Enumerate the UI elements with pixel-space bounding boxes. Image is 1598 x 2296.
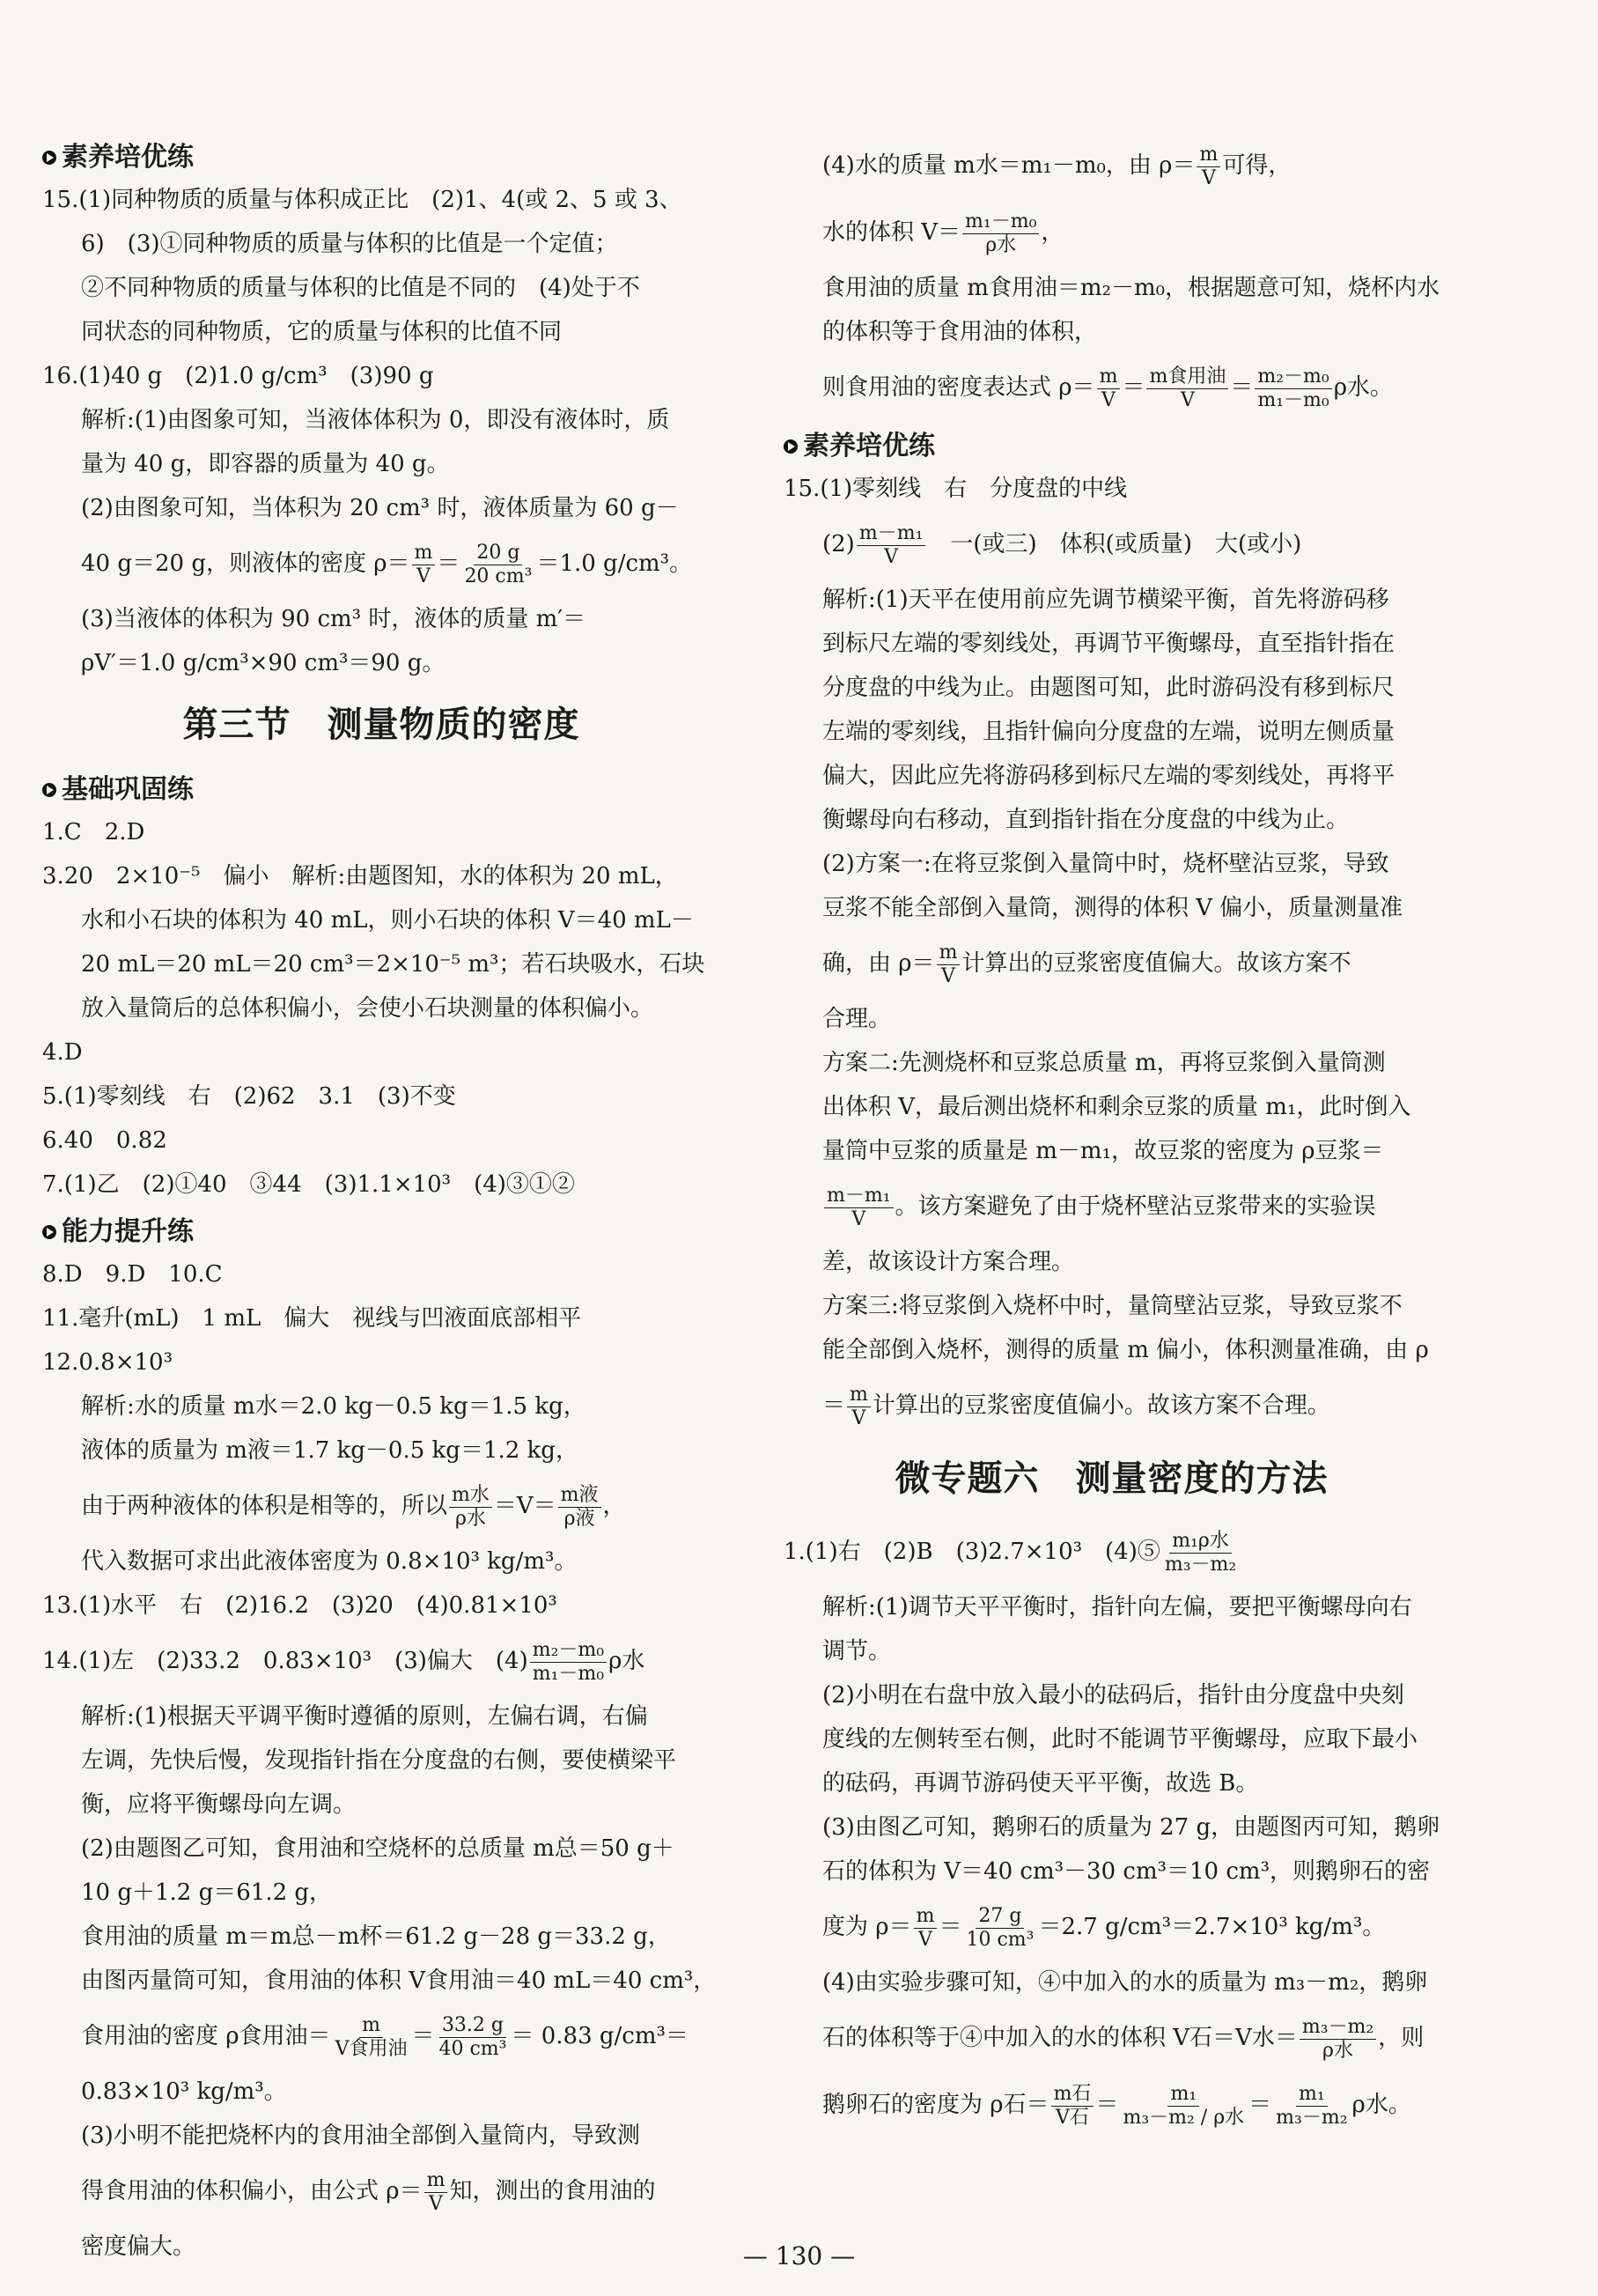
- explanation-line: 差，故该设计方案合理。: [822, 1249, 1075, 1275]
- formula-line: 得食用油的体积偏小，由公式 ρ＝ $\frac{m}{V}$ 知，测出的食用油的: [81, 2168, 656, 2215]
- explanation-line: 解析:(1)调节天平平衡时，指针向左偏，要把平衡螺母向右: [822, 1594, 1412, 1620]
- fraction: $\frac{\text{m₂－m₀}}{\text{m₁－m₀}}$: [530, 1639, 607, 1686]
- explanation-line: 方案三:将豆浆倒入烧杯中时，量筒壁沾豆浆，导致豆浆不: [822, 1293, 1403, 1319]
- explanation-line: 解析:水的质量 m水＝2.0 kg－0.5 kg＝1.5 kg，: [81, 1393, 586, 1420]
- fraction: $\frac{m}{V}$: [412, 542, 436, 588]
- answer-line: 1.C 2.D: [42, 819, 145, 845]
- answer-line: 20 mL＝20 mL＝20 cm³＝2×10⁻⁵ m³；若石块吸水，石块: [81, 951, 705, 978]
- explanation-line: (2)方案一:在将豆浆倒入量筒中时，烧杯壁沾豆浆，导致: [822, 851, 1389, 877]
- explanation-line: 衡螺母向右移动，直到指针指在分度盘的中线为止。: [822, 807, 1350, 833]
- section-heading: 基础巩固练: [42, 770, 720, 810]
- explanation-line: 解析:(1)由图象可知，当液体体积为 0，即没有液体时，质: [81, 407, 670, 433]
- section-heading: 素养培优练: [42, 137, 720, 178]
- explanation-line: 由图丙量筒可知，食用油的体积 V食用油＝40 mL＝40 cm³，: [81, 1967, 717, 1994]
- answer-line: 水和小石块的体积为 40 mL，则小石块的体积 V＝40 mL－: [81, 907, 694, 934]
- chapter-title: 微专题六 测量密度的方法: [895, 1458, 1329, 1499]
- fraction: $\frac{m}{V}$: [937, 941, 961, 988]
- formula-line: 则食用油的密度表达式 ρ＝ $\frac{m}{V}$ ＝ $\frac{\text{m食用油}}{V}$ ＝ $\frac{\text{m₂－m₀}}{\text{m₁－m₀}}$ ρ水。: [822, 365, 1394, 411]
- explanation-line: ρV′＝1.0 g/cm³×90 cm³＝90 g。: [81, 650, 446, 676]
- formula-line: 石的体积等于④中加入的水的体积 V石＝V水＝ $\frac{\text{m₃－m₂}}{\text{ρ水}}$ ，则: [822, 2015, 1425, 2062]
- answer-line: 14.(1)左 (2)33.2 0.83×10³ (3)偏大 (4) $\frac{\text{m₂－m₀}}{\text{m₁－m₀}}$ ρ水: [42, 1638, 645, 1685]
- explanation-line: (3)当液体的体积为 90 cm³ 时，液体的质量 m′＝: [81, 606, 586, 632]
- explanation-line: 的体积等于食用油的体积，: [822, 319, 1098, 345]
- fraction: $\frac{\text{m₂－m₀}}{\text{m₁－m₀}}$: [1255, 365, 1331, 412]
- fraction: $\frac{m}{\text{V食用油}}$: [335, 2013, 408, 2060]
- explanation-line: 量筒中豆浆的质量是 m－m₁，故豆浆的密度为 ρ豆浆＝: [822, 1138, 1384, 1164]
- explanation-line: 分度盘的中线为止。由题图可知，此时游码没有移到标尺: [822, 675, 1395, 701]
- left-column: [42, 132, 720, 2269]
- fraction: $\frac{m}{V}$: [847, 1384, 871, 1430]
- explanation-line: 度线的左侧转至右侧，此时不能调节平衡螺母，应取下最小: [822, 1726, 1418, 1753]
- explanation-line: (4)由实验步骤可知，④中加入的水的质量为 m₃－m₂，鹅卵: [822, 1969, 1428, 1996]
- play-triangle-icon: [42, 151, 56, 165]
- formula-line: 40 g＝20 g，则液体的密度 ρ＝ $\frac{m}{V}$ ＝ $\frac{20 g}{\text{20 cm³}}$ ＝1.0 g/cm³。: [81, 541, 693, 587]
- explanation-line: (2)由图象可知，当体积为 20 cm³ 时，液体质量为 60 g－: [81, 495, 679, 521]
- fraction: $\frac{\text{m₁}}{\text{m₃－m₂ / ρ水}}$: [1123, 2082, 1245, 2129]
- fraction: $\frac{\text{m₁－m₀}}{\text{ρ水}}$: [962, 210, 1039, 257]
- explanation-line: (2)由题图乙可知，食用油和空烧杯的总质量 m总＝50 g＋: [81, 1835, 674, 1862]
- fraction: $\frac{\text{m－m₁}}{V}$: [857, 522, 926, 569]
- explanation-line: 到标尺左端的零刻线处，再调节平衡螺母，直至指针指在: [822, 631, 1395, 657]
- answer-line: 13.(1)水平 右 (2)16.2 (3)20 (4)0.81×10³: [42, 1592, 557, 1619]
- fraction: $\frac{m}{V}$: [914, 1905, 938, 1952]
- formula-line: 鹅卵石的密度为 ρ石＝ $\frac{\text{m石}}{\text{V石}}$ ＝ $\frac{\text{m₁}}{\text{m₃－m₂ / ρ水}}$ ＝ $\frac{\text{m₁}}{\text{m₃－m₂}}$ ρ水。: [822, 2082, 1411, 2129]
- answer-line: 7.(1)乙 (2)①40 ③44 (3)1.1×10³ (4)③①②: [42, 1171, 575, 1198]
- answer-line: 1.(1)右 (2)B (3)2.7×10³ (4)⑤ $\frac{\text{m₁ρ水}}{\text{m₃－m₂}}$: [784, 1518, 1440, 1585]
- explanation-line: 食用油的质量 m食用油＝m₂－m₀，根据题意可知，烧杯内水: [822, 275, 1440, 301]
- fraction: $\frac{\text{m水}}{\text{ρ水}}$: [449, 1484, 492, 1531]
- explanation-line: 衡，应将平衡螺母向左调。: [81, 1791, 357, 1818]
- formula-line: (2) $\frac{\text{m－m₁}}{V}$ 一(或三) 体积(或质量) 大(或小): [822, 521, 1302, 568]
- explanation-line: 豆浆不能全部倒入量筒，测得的体积 V 偏小，质量测量准: [822, 895, 1403, 921]
- fraction: $\frac{m}{V}$: [1097, 365, 1121, 412]
- explanation-line: 出体积 V，最后测出烧杯和剩余豆浆的质量 m₁，此时倒入: [822, 1094, 1411, 1120]
- formula-line: (4)水的质量 m水＝m₁－m₀，由 ρ＝ $\frac{m}{V}$ 可得，: [822, 143, 1292, 189]
- answer-line: ②不同种物质的质量与体积的比值是不同的 (4)处于不: [81, 275, 640, 301]
- play-triangle-icon: [784, 439, 798, 454]
- fraction: $\frac{\text{m－m₁}}{V}$: [824, 1185, 894, 1231]
- formula-line: 由于两种液体的体积是相等的，所以 $\frac{\text{m水}}{\text{ρ水}}$ ＝V＝ $\frac{\text{m液}}{\text{ρ液}}$ ，: [81, 1483, 626, 1530]
- formula-line: $\frac{\text{m－m₁}}{V}$ 。该方案避免了由于烧杯壁沾豆浆带来的实验误: [784, 1173, 1440, 1240]
- fraction: $\frac{\text{m石}}{\text{V石}}$: [1051, 2083, 1094, 2130]
- answer-line: 5.(1)零刻线 右 (2)62 3.1 (3)不变: [42, 1083, 456, 1110]
- formula-line: 度为 ρ＝ $\frac{m}{V}$ ＝ $\frac{27 g}{\text{10 cm³}}$ ＝2.7 g/cm³＝2.7×10³ kg/m³。: [822, 1904, 1386, 1951]
- section-heading: 素养培优练: [784, 426, 1440, 467]
- explanation-line: (3)由图乙可知，鹅卵石的质量为 27 g，由题图丙可知，鹅卵: [822, 1814, 1440, 1841]
- explanation-line: 调节。: [822, 1638, 892, 1665]
- fraction: $\frac{m}{V}$: [1197, 144, 1220, 190]
- explanation-line: 代入数据可求出此液体密度为 0.8×10³ kg/m³。: [81, 1548, 578, 1575]
- fraction: $\frac{\text{m食用油}}{V}$: [1146, 365, 1228, 412]
- play-triangle-icon: [42, 1225, 56, 1239]
- answer-line: 16.(1)40 g (2)1.0 g/cm³ (3)90 g: [42, 363, 434, 389]
- fraction: $\frac{33.2 g}{\text{40 cm³}}$: [438, 2013, 507, 2060]
- section-heading: 能力提升练: [42, 1212, 720, 1252]
- formula-line: 食用油的密度 ρ食用油＝ $\frac{m}{\text{V食用油}}$ ＝ $\frac{33.2 g}{\text{40 cm³}}$ ＝ 0.83 g/cm³＝: [81, 2013, 689, 2060]
- fraction: $\frac{\text{m₁}}{\text{m₃－m₂}}$: [1276, 2082, 1348, 2129]
- explanation-line: 量为 40 g，即容器的质量为 40 g。: [81, 451, 450, 477]
- answer-line: 3.20 2×10⁻⁵ 偏小 解析:由题图知，水的体积为 20 mL，: [42, 863, 678, 890]
- fraction: $\frac{\text{m液}}{\text{ρ液}}$: [558, 1484, 601, 1531]
- explanation-line: 能全部倒入烧杯，测得的质量 m 偏小，体积测量准确，由 ρ: [822, 1337, 1429, 1363]
- explanation-line: 合理。: [822, 1006, 892, 1032]
- explanation-line: 偏大，因此应先将游码移到标尺左端的零刻线处，再将平: [822, 763, 1395, 789]
- fraction: $\frac{m}{V}$: [424, 2169, 448, 2216]
- explanation-line: 的砝码，再调节游码使天平平衡，故选 B。: [822, 1770, 1259, 1797]
- explanation-line: (2)小明在右盘中放入最小的砝码后，指针由分度盘中央刻: [822, 1682, 1404, 1709]
- play-triangle-icon: [42, 783, 56, 797]
- answer-line: 4.D: [42, 1039, 83, 1066]
- explanation-line: 0.83×10³ kg/m³。: [81, 2078, 287, 2105]
- explanation-line: 左端的零刻线，且指针偏向分度盘的左端，说明左侧质量: [822, 719, 1395, 745]
- explanation-line: 解析:(1)天平在使用前应先调节横梁平衡，首先将游码移: [822, 587, 1389, 613]
- explanation-line: 解析:(1)根据天平调平衡时遵循的原则，左偏右调，右偏: [81, 1703, 648, 1730]
- right-column: [784, 132, 1440, 2138]
- fraction: $\frac{20 g}{\text{20 cm³}}$: [464, 541, 533, 587]
- explanation-line: 密度偏大。: [81, 2233, 196, 2260]
- fraction: $\frac{\text{m₃－m₂}}{\text{ρ水}}$: [1300, 2016, 1376, 2063]
- formula-line: 水的体积 V＝ $\frac{\text{m₁－m₀}}{\text{ρ水}}$ ，: [822, 210, 1064, 256]
- fraction: $\frac{27 g}{\text{10 cm³}}$: [966, 1904, 1035, 1951]
- explanation-line: 方案二:先测烧杯和豆浆总质量 m，再将豆浆倒入量筒测: [822, 1050, 1386, 1076]
- formula-line: 确，由 ρ＝ $\frac{m}{V}$ 计算出的豆浆密度值偏大。故该方案不: [822, 941, 1351, 987]
- explanation-line: 左调，先快后慢，发现指针指在分度盘的右侧，要使横梁平: [81, 1747, 677, 1774]
- answer-line: 6) (3)①同种物质的质量与体积的比值是一个定值；: [81, 231, 618, 257]
- answer-line: 12.0.8×10³: [42, 1349, 173, 1376]
- explanation-line: (3)小明不能把烧杯内的食用油全部倒入量筒内，导致测: [81, 2123, 640, 2149]
- answer-line: 11.毫升(mL) 1 mL 偏大 视线与凹液面底部相平: [42, 1305, 582, 1332]
- explanation-line: 液体的质量为 m液＝1.7 kg－0.5 kg＝1.2 kg，: [81, 1437, 578, 1464]
- chapter-title: 第三节 测量物质的密度: [182, 704, 580, 745]
- explanation-line: 食用油的质量 m＝m总－m杯＝61.2 g－28 g＝33.2 g，: [81, 1923, 671, 1950]
- answer-line: 15.(1)同种物质的质量与体积成正比 (2)1、4(或 2、5 或 3、: [42, 187, 682, 213]
- answer-line: 8.D 9.D 10.C: [42, 1261, 223, 1288]
- answer-line: 15.(1)零刻线 右 分度盘的中线: [784, 476, 1128, 502]
- fraction: $\frac{\text{m₁ρ水}}{\text{m₃－m₂}}$: [1164, 1529, 1237, 1576]
- page-number: — 130 —: [742, 2241, 856, 2270]
- answer-line: 放入量筒后的总体积偏小，会使小石块测量的体积偏小。: [81, 995, 654, 1022]
- formula-line: ＝ $\frac{m}{V}$ 计算出的豆浆密度值偏小。故该方案不合理。: [822, 1383, 1330, 1429]
- explanation-line: 石的体积为 V＝40 cm³－30 cm³＝10 cm³，则鹅卵石的密: [822, 1858, 1431, 1885]
- explanation-line: 10 g＋1.2 g＝61.2 g，: [81, 1879, 333, 1906]
- answer-line: 6.40 0.82: [42, 1127, 167, 1154]
- answer-line: 同状态的同种物质，它的质量与体积的比值不同: [81, 319, 563, 345]
